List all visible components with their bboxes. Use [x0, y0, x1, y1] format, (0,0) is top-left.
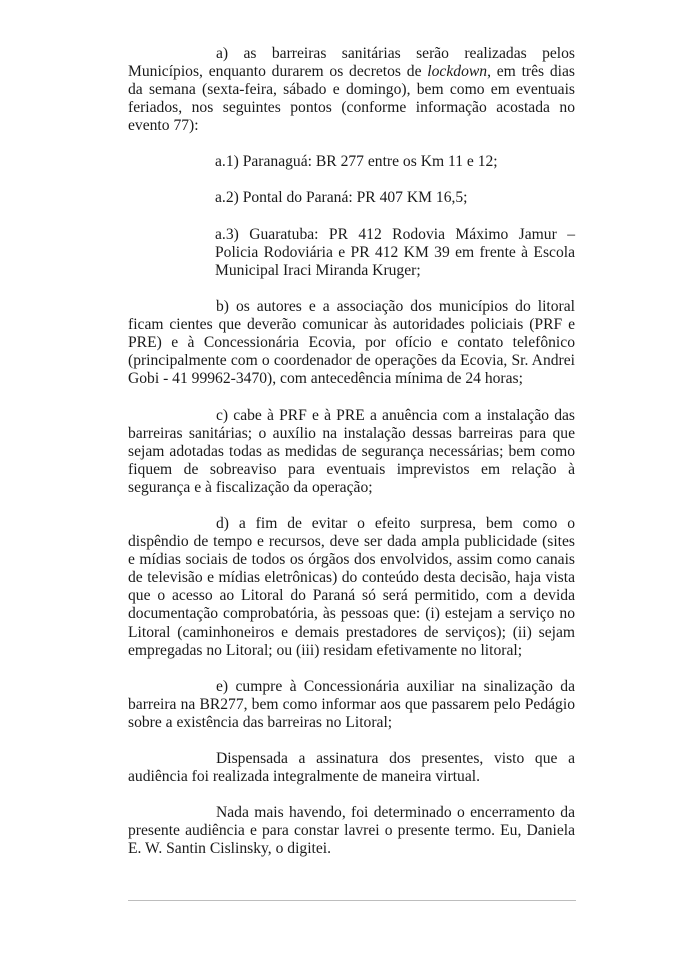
paragraph-dispensada: Dispensada a assinatura dos presentes, visto que a audiência foi realizada integralmente de maneira virtual.: [128, 750, 575, 786]
footer-divider: [128, 900, 576, 901]
item-a2: a.2) Pontal do Paraná: PR 407 KM 16,5;: [215, 189, 468, 206]
item-a3: a.3) Guaratuba: PR 412 Rodovia Máximo Jamur – Policia Rodoviária e PR 412 KM 39 em frente à Escola Municipal Iraci Miranda Kruger;: [215, 226, 575, 280]
paragraph-c: c) cabe à PRF e à PRE a anuência com a instalação das barreiras sanitárias; o auxílio na instalação dessas barreiras para que sejam adotadas todas as medidas de segurança necessárias; bem como fiquem de sobreaviso para eventuais imprevistos em relação à segurança e à fiscalização da operação;: [128, 407, 575, 497]
paragraph-d: d) a fim de evitar o efeito surpresa, bem como o dispêndio de tempo e recursos, deve ser dada ampla publicidade (sites e mídias sociais de todos os órgãos dos envolvidos, assim como canais de televisão e mídias eletrônicas) do conteúdo desta decisão, haja vista que o acesso ao Litoral do Paraná só será permitido, com a devida documentação comprobatória, às pessoas que: (i) estejam a serviço no Litoral (caminhoneiros e demais prestadores de serviços); (ii) sejam empregadas no Litoral; ou (iii) residam efetivamente no litoral;: [128, 515, 575, 659]
paragraph-e: e) cumpre à Concessionária auxiliar na sinalização da barreira na BR277, bem como informar aos que passarem pelo Pedágio sobre a existência das barreiras no Litoral;: [128, 678, 575, 732]
paragraph-a-italic-term: lockdown: [427, 63, 488, 81]
paragraph-a-text-end: , em três dias da semana (sexta-feira, sábado e domingo), bem como em eventuais feriados, nos seguintes pontos (conforme informação acostada no evento 77):: [128, 63, 575, 135]
paragraph-a-text-start: a) as barreiras sanitárias serão realizadas pelos Municípios, enquanto durarem os decretos de: [128, 45, 575, 81]
paragraph-a: [128, 45, 575, 135]
item-a1: a.1) Paranaguá: BR 277 entre os Km 11 e 12;: [215, 153, 498, 170]
paragraph-closing: Nada mais havendo, foi determinado o encerramento da presente audiência e para constar lavrei o presente termo. Eu, Daniela E. W. Santin Cislinsky, o digitei.: [128, 804, 575, 858]
paragraph-b: b) os autores e a associação dos municípios do litoral ficam cientes que deverão comunicar às autoridades policiais (PRF e PRE) e à Concessionária Ecovia, por ofício e contato telefônico (principalmente com o coordenador de operações da Ecovia, Sr. Andrei Gobi - 41 99962-3470), com antecedência mínima de 24 horas;: [128, 298, 575, 388]
